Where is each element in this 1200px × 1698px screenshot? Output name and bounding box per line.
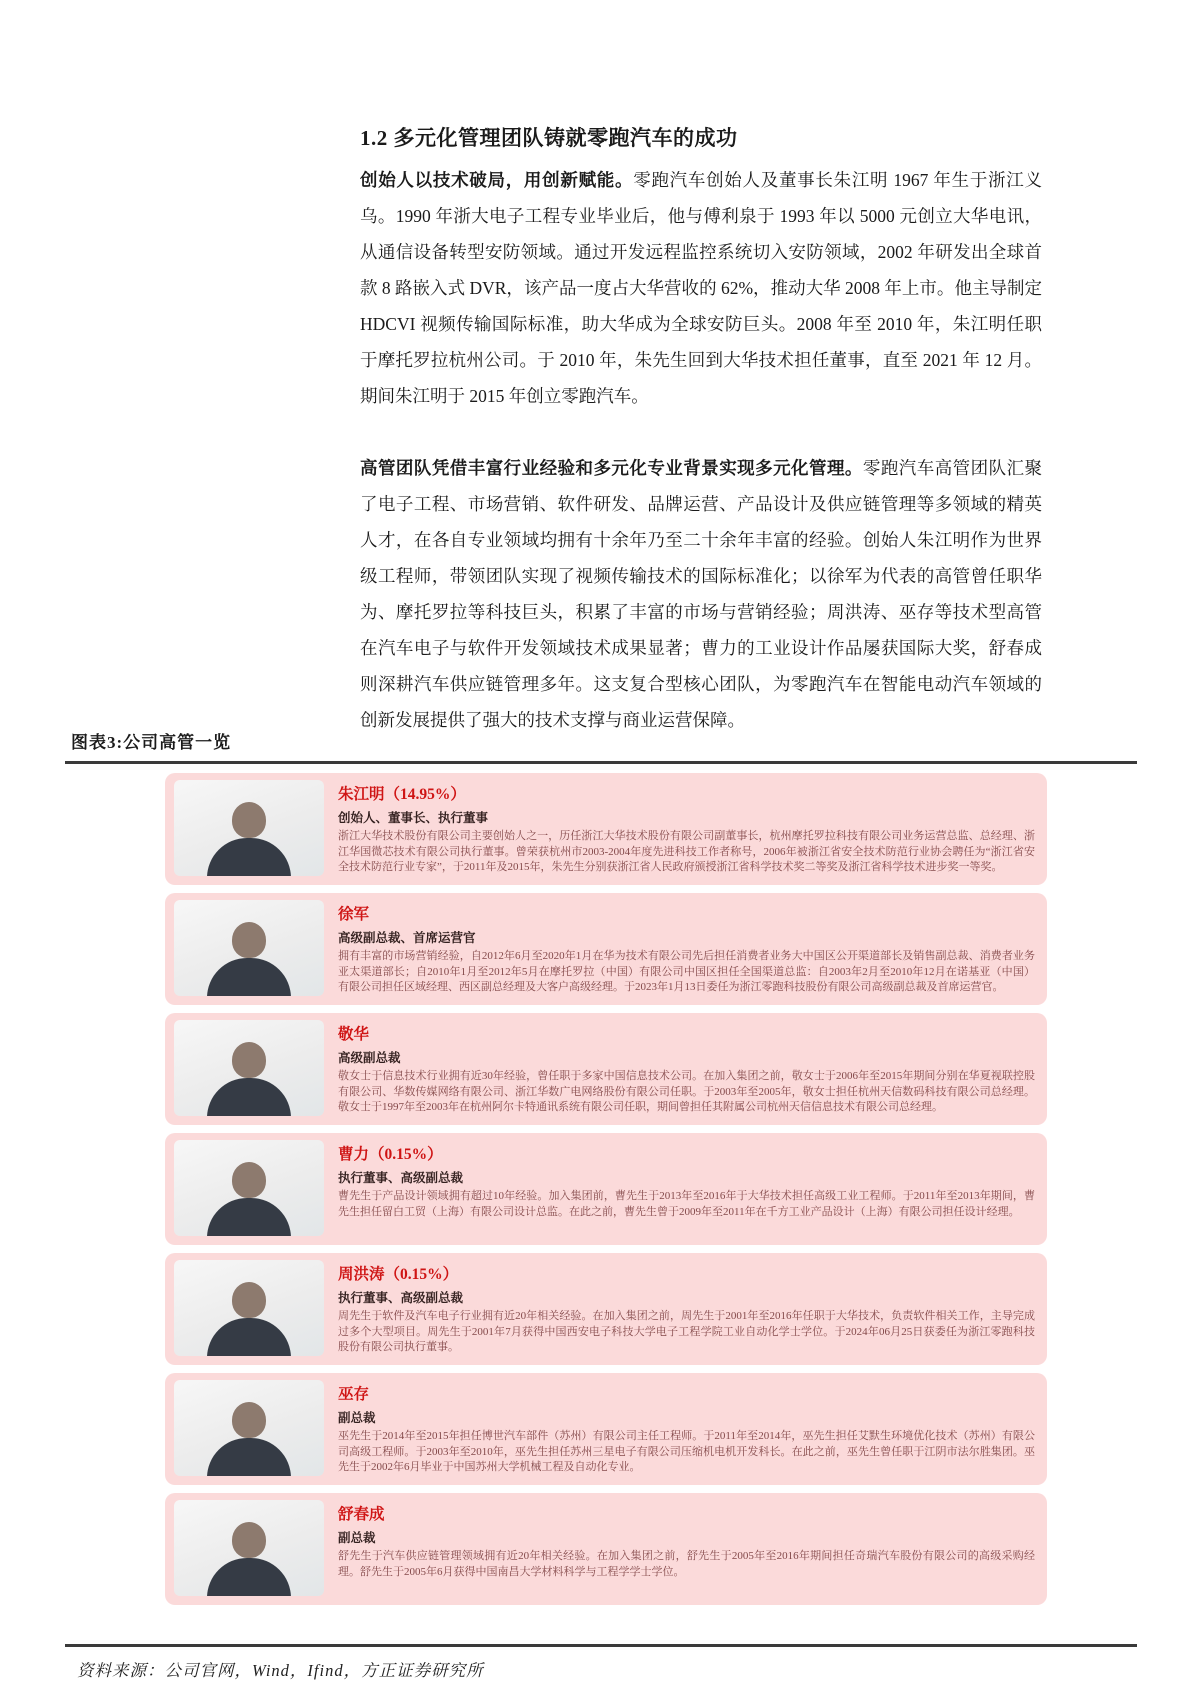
executive-name: 敬华 (338, 1026, 370, 1043)
person-silhouette-icon (207, 1162, 291, 1236)
person-silhouette-icon (207, 1282, 291, 1356)
person-silhouette-icon (207, 1522, 291, 1596)
executive-title: 执行董事、高级副总裁 (338, 1171, 464, 1185)
executive-card (165, 1133, 1047, 1245)
executive-title: 创始人、董事长、执行董事 (338, 811, 489, 825)
executive-card (165, 1013, 1047, 1125)
executive-title: 副总裁 (338, 1531, 376, 1545)
photo-wu-cun (174, 1380, 324, 1476)
photo-zhu-jiangming (174, 780, 324, 876)
person-silhouette-icon (207, 802, 291, 876)
executive-bio: 曹先生于产品设计领域拥有超过10年经验。加入集团前，曹先生于2013年至2016年于大华技术担任高级工业工程师。于2011年至2013年期间，曹先生担任留白工贸（上海）有限公司设计总监。在此之前，曹先生曾于2009年至2011年在千方工业产品设计（上海）有限公司担任设计经理。 (338, 1190, 1035, 1218)
executive-card-text (338, 1140, 1035, 1236)
executive-name: 徐军 (338, 906, 370, 923)
person-silhouette-icon (207, 1042, 291, 1116)
paragraph (360, 450, 1042, 738)
figure-block (65, 728, 1137, 1681)
figure-bottom-rule (65, 1644, 1137, 1647)
executive-card (165, 773, 1047, 885)
section-heading: 1.2 多元化管理团队铸就零跑汽车的成功 (360, 126, 738, 150)
executive-name: 巫存 (338, 1386, 370, 1403)
executive-title: 执行董事、高级副总裁 (338, 1291, 464, 1305)
executive-card-text (338, 780, 1035, 876)
executive-bio: 浙江大华技术股份有限公司主要创始人之一，历任浙江大华技术股份有限公司副董事长，杭州摩托罗拉科技有限公司业务运营总监、总经理、浙江华国微芯技术有限公司执行董事。曾荣获杭州市2003-2004年度先进科技工作者称号，2006年被浙江省安全技术防范行业协会聘任为“浙江省安全技术防范行业专家”，于2011年及2015年，朱先生分别获浙江省人民政府颁授浙江省科学技术奖二等奖及浙江省科学技术进步奖一等奖。 (338, 830, 1035, 873)
photo-jing-hua (174, 1020, 324, 1116)
executive-name: 舒春成 (338, 1506, 385, 1523)
person-silhouette-icon (207, 922, 291, 996)
executive-name: 周洪涛（0.15%） (338, 1266, 459, 1283)
paragraph-body: 零跑汽车创始人及董事长朱江明 1967 年生于浙江义乌。1990 年浙大电子工程专业毕业后，他与傅利泉于 1993 年以 5000 元创立大华电讯，从通信设备转型安防领域。通过开发远程监控系统切入安防领域，2002 年研发出全球首款 8 路嵌入式 DVR，该产品一度占大华营收的 62%，推动大华 2008 年上市。他主导制定 HDCVI 视频传输国际标准，助大华成为全球安防巨头。2008 年至 2010 年，朱江明任职于摩托罗拉杭州公司。于 2010 年，朱先生回到大华技术担任董事，直至 2021 年 12 月。期间朱江明于 2015 年创立零跑汽车。 (360, 170, 1043, 406)
paragraph (360, 162, 1042, 414)
photo-shu-chuncheng (174, 1500, 324, 1596)
paragraph-lead: 高管团队凭借丰富行业经验和多元化专业背景实现多元化管理。 (360, 458, 863, 478)
executive-name: 朱江明（14.95%） (338, 786, 466, 803)
executive-bio: 舒先生于汽车供应链管理领域拥有近20年相关经验。在加入集团之前，舒先生于2005年至2016年期间担任奇瑞汽车股份有限公司的高级采购经理。舒先生于2005年6月获得中国南昌大学材料科学与工程学学士学位。 (338, 1550, 1035, 1578)
person-silhouette-icon (207, 1402, 291, 1476)
figure-top-rule (65, 761, 1137, 764)
executive-card-text (338, 900, 1035, 996)
executive-card (165, 1373, 1047, 1485)
source-note: 资料来源：公司官网，Wind，Ifind，方正证券研究所 (77, 1661, 484, 1680)
executive-title: 副总裁 (338, 1411, 376, 1425)
executive-card-text (338, 1020, 1035, 1116)
executive-bio: 周先生于软件及汽车电子行业拥有近20年相关经验。在加入集团之前，周先生于2001年至2016年任职于大华技术，负责软件相关工作，主导完成过多个大型项目。周先生于2001年7月获得中国西安电子科技大学电子工程学院工业自动化学士学位。于2024年06月25日获委任为浙江零跑科技股份有限公司执行董事。 (338, 1310, 1035, 1353)
paragraph-body: 零跑汽车高管团队汇聚了电子工程、市场营销、软件研发、品牌运营、产品设计及供应链管理等多领域的精英人才，在各自专业领域均拥有十余年乃至二十余年丰富的经验。创始人朱江明作为世界级工程师，带领团队实现了视频传输技术的国际标准化；以徐军为代表的高管曾任职华为、摩托罗拉等科技巨头，积累了丰富的市场与营销经验；周洪涛、巫存等技术型高管在汽车电子与软件开发领域技术成果显著；曹力的工业设计作品屡获国际大奖，舒春成则深耕汽车供应链管理多年。这支复合型核心团队，为零跑汽车在智能电动汽车领域的创新发展提供了强大的技术支撑与商业运营保障。 (360, 458, 1043, 730)
executive-card (165, 893, 1047, 1005)
executive-bio: 拥有丰富的市场营销经验，自2012年6月至2020年1月在华为技术有限公司先后担任消费者业务大中国区公开渠道部长及销售副总裁、消费者业务亚太渠道部长；自2010年1月至2012年5月在摩托罗拉（中国）有限公司中国区担任全国渠道总监：自2003年2月至2010年12月在诺基亚（中国）有限公司担任区域经理、西区副总经理及大客户高级经理。于2023年1月13日委任为浙江零跑科技股份有限公司高级副总裁及首席运营官。 (338, 950, 1035, 993)
executive-title: 高级副总裁、首席运营官 (338, 931, 476, 945)
paragraph-lead: 创始人以技术破局，用创新赋能。 (360, 170, 634, 190)
executive-card-text (338, 1260, 1035, 1356)
executive-card-text (338, 1380, 1035, 1476)
executive-card-text (338, 1500, 1035, 1596)
photo-xu-jun (174, 900, 324, 996)
executive-title: 高级副总裁 (338, 1051, 401, 1065)
executive-bio: 巫先生于2014年至2015年担任博世汽车部件（苏州）有限公司主任工程师。于2011年至2014年，巫先生担任艾默生环境优化技术（苏州）有限公司高级工程师。于2003年至2010年，巫先生担任苏州三星电子有限公司压缩机电机开发科长。在此之前，巫先生曾任职于江阴市法尔胜集团。巫先生于2002年6月毕业于中国苏州大学机械工程及自动化专业。 (338, 1430, 1035, 1473)
executive-bio: 敬女士于信息技术行业拥有近30年经验，曾任职于多家中国信息技术公司。在加入集团之前，敬女士于2006年至2015年期间分别在华夏视联控股有限公司、华数传媒网络有限公司、浙江华数广电网络股份有限公司任职。于2003年至2005年，敬女士担任杭州天信数码科技有限公司总经理。敬女士于1997年至2003年在杭州阿尔卡特通讯系统有限公司任职，期间曾担任其附属公司杭州天信信息技术有限公司总经理。 (338, 1070, 1035, 1113)
body-text-block (360, 122, 1042, 738)
executive-name: 曹力（0.15%） (338, 1146, 443, 1163)
executive-cards (165, 773, 1047, 1605)
figure-caption: 图表3:公司高管一览 (71, 733, 232, 752)
photo-zhou-hongtao (174, 1260, 324, 1356)
executive-card (165, 1493, 1047, 1605)
photo-cao-li (174, 1140, 324, 1236)
executive-card (165, 1253, 1047, 1365)
